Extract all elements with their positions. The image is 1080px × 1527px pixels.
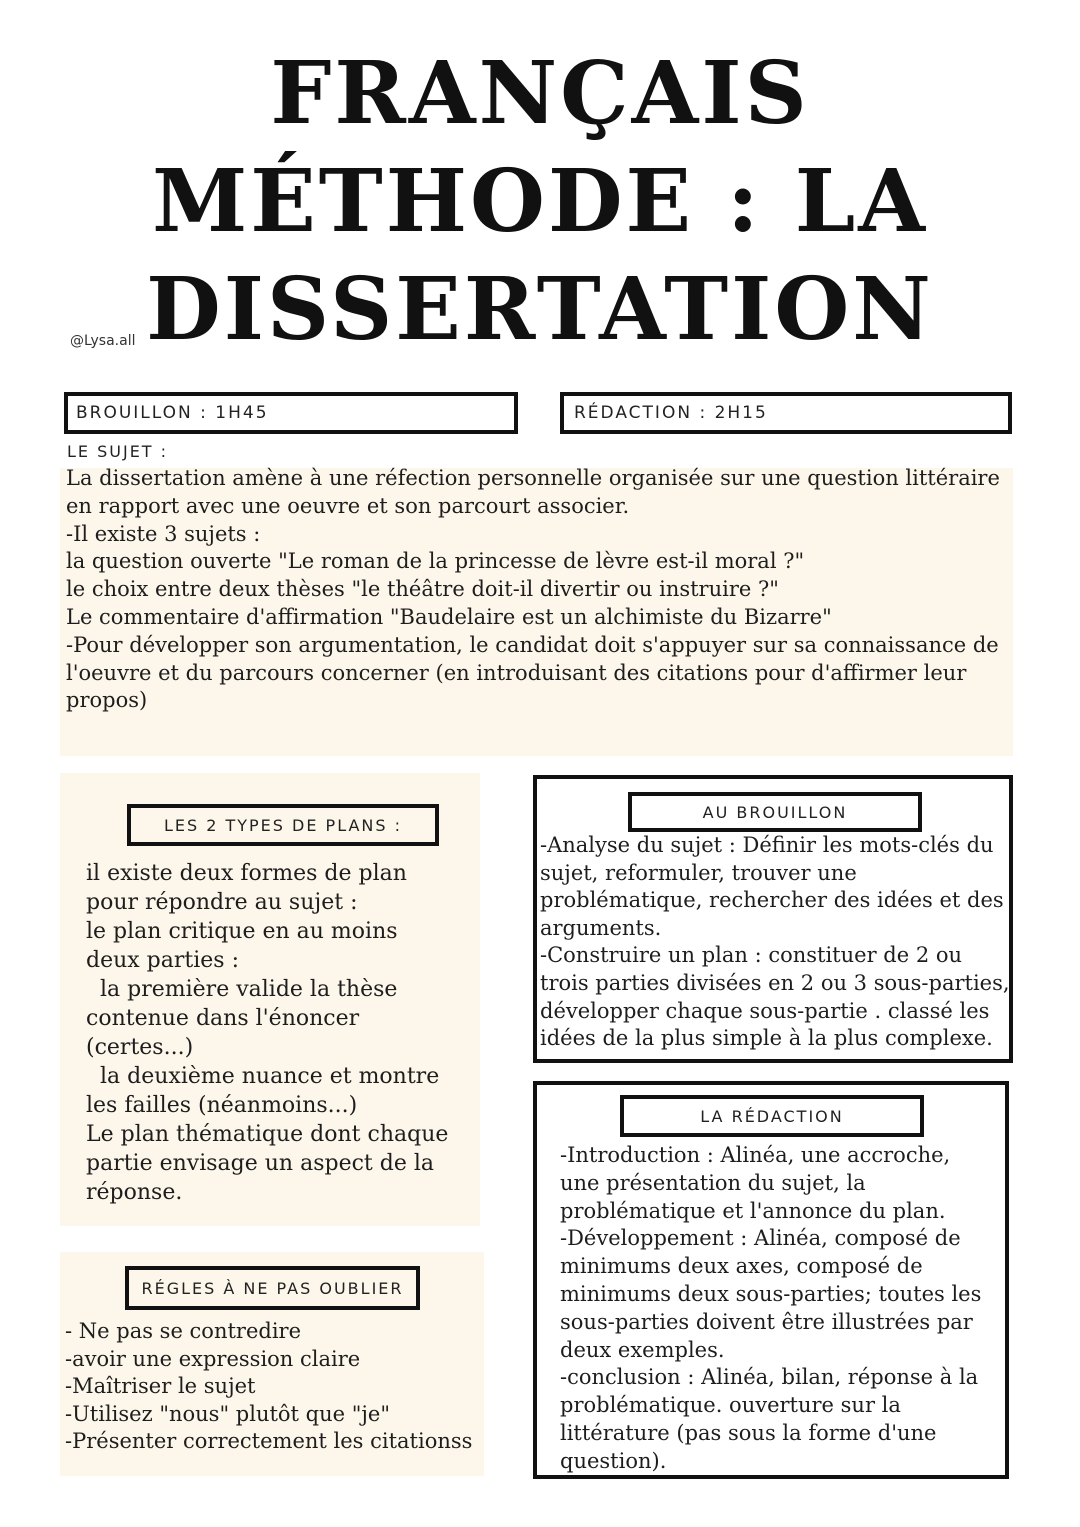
sujet-text bbox=[66, 465, 1026, 715]
redaction-line: -Développement : Alinéa, composé de bbox=[560, 1226, 961, 1251]
redaction-line: littérature (pas sous la forme d'une bbox=[560, 1420, 937, 1445]
plans-line: partie envisage un aspect de la bbox=[86, 1151, 435, 1176]
au-brouillon-line: trois parties divisées en 2 ou 3 sous-parties, bbox=[540, 970, 1010, 995]
redaction-line: minimums deux sous-parties; toutes les bbox=[560, 1281, 982, 1306]
redaction-line: deux exemples. bbox=[560, 1337, 725, 1362]
sujet-line: en rapport avec une oeuvre et son parcourt associer. bbox=[66, 493, 630, 518]
brouillon-duration-box bbox=[64, 392, 518, 434]
plans-text bbox=[86, 859, 476, 1207]
plans-line: Le plan thématique dont chaque bbox=[86, 1122, 449, 1147]
au-brouillon-line: arguments. bbox=[540, 915, 662, 940]
regles-line: - Ne pas se contredire bbox=[65, 1319, 302, 1343]
regles-line: -Présenter correctement les citationss bbox=[65, 1429, 473, 1453]
author-handle: @Lysa.all bbox=[70, 333, 136, 349]
title-line-2: MÉTHODE : LA bbox=[152, 151, 928, 252]
redaction-label: LA RÉDACTION bbox=[700, 1106, 844, 1126]
au-brouillon-line: -Construire un plan : constituer de 2 ou bbox=[540, 943, 963, 968]
redaction-label-box bbox=[620, 1095, 924, 1137]
sujet-line: Le commentaire d'affirmation "Baudelaire est un alchimiste du Bizarre" bbox=[66, 604, 832, 629]
redaction-line: problématique. ouverture sur la bbox=[560, 1393, 901, 1418]
redaction-text bbox=[560, 1142, 1005, 1476]
sujet-line: le choix entre deux thèses "le théâtre doit-il divertir ou instruire ?" bbox=[66, 577, 779, 602]
au-brouillon-line: problématique, rechercher des idées et des bbox=[540, 888, 1004, 913]
redaction-line: minimums deux axes, composé de bbox=[560, 1254, 923, 1279]
plans-line: les failles (néanmoins...) bbox=[86, 1093, 358, 1118]
plans-line: réponse. bbox=[86, 1180, 183, 1205]
au-brouillon-label-box bbox=[628, 792, 922, 832]
sujet-label: LE SUJET : bbox=[67, 442, 169, 461]
sujet-line: -Pour développer son argumentation, le candidat doit s'appuyer sur sa connaissance de bbox=[66, 632, 999, 657]
regles-line: -Utilisez "nous" plutôt que "je" bbox=[65, 1401, 390, 1426]
au-brouillon-line: idées de la plus simple à la plus complexe. bbox=[540, 1026, 993, 1051]
sujet-line: l'oeuvre et du parcours concerner (en introduisant des citations pour d'affirmer leur bbox=[66, 660, 967, 685]
sujet-line: -Il existe 3 sujets : bbox=[66, 521, 261, 546]
sujet-line: propos) bbox=[66, 688, 148, 713]
redaction-line: sous-parties doivent être illustrées par bbox=[560, 1309, 973, 1334]
title-line-3: DISSERTATION bbox=[146, 259, 934, 360]
plans-label-box bbox=[127, 804, 439, 846]
sujet-line: la question ouverte "Le roman de la princesse de lèvre est-il moral ?" bbox=[66, 549, 805, 574]
sujet-line: La dissertation amène à une réfection personnelle organisée sur une question littéraire bbox=[66, 466, 1000, 490]
au-brouillon-line: développer chaque sous-partie . classé les bbox=[540, 998, 990, 1023]
regles-label: RÉGLES À NE PAS OUBLIER bbox=[141, 1278, 404, 1298]
au-brouillon-label: AU BROUILLON bbox=[702, 802, 848, 822]
regles-text bbox=[65, 1318, 485, 1456]
redaction-line: -Introduction : Alinéa, une accroche, bbox=[560, 1143, 951, 1167]
regles-line: -Maîtriser le sujet bbox=[65, 1374, 256, 1398]
plans-line: deux parties : bbox=[86, 948, 239, 973]
au-brouillon-line: -Analyse du sujet : Définir les mots-clés du bbox=[540, 833, 994, 857]
brouillon-duration-label: BROUILLON : 1H45 bbox=[76, 403, 269, 423]
redaction-line: question). bbox=[560, 1448, 667, 1473]
plans-line: la deuxième nuance et montre bbox=[86, 1064, 440, 1089]
plans-line: pour répondre au sujet : bbox=[86, 890, 358, 915]
page-title bbox=[0, 40, 1080, 364]
regles-label-box bbox=[125, 1266, 420, 1310]
redaction-line: une présentation du sujet, la bbox=[560, 1170, 866, 1195]
plans-line: la première valide la thèse bbox=[86, 977, 398, 1002]
plans-line: contenue dans l'énoncer bbox=[86, 1006, 360, 1031]
redaction-duration-box bbox=[560, 392, 1012, 434]
redaction-line: problématique et l'annonce du plan. bbox=[560, 1198, 946, 1223]
plans-line: le plan critique en au moins bbox=[86, 919, 398, 944]
redaction-duration-label: RÉDACTION : 2H15 bbox=[574, 403, 768, 423]
plans-label: LES 2 TYPES DE PLANS : bbox=[163, 815, 403, 835]
plans-line: il existe deux formes de plan bbox=[86, 861, 407, 886]
plans-line: (certes...) bbox=[86, 1035, 194, 1060]
title-line-1: FRANÇAIS bbox=[270, 43, 810, 144]
au-brouillon-line: sujet, reformuler, trouver une bbox=[540, 860, 857, 885]
au-brouillon-text bbox=[540, 832, 1010, 1053]
regles-line: -avoir une expression claire bbox=[65, 1346, 361, 1371]
redaction-line: -conclusion : Alinéa, bilan, réponse à la bbox=[560, 1365, 979, 1390]
